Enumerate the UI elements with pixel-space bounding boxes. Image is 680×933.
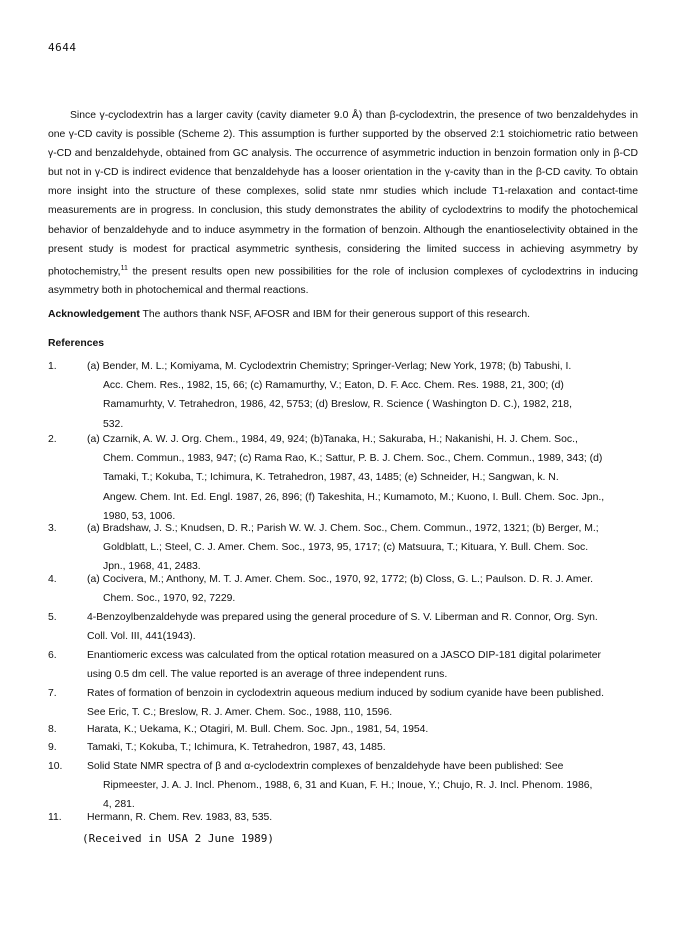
reference-number: 6.: [48, 650, 57, 661]
reference-line: Coll. Vol. III, 441(1943).: [87, 631, 196, 643]
acknowledgement-label: Acknowledgement: [48, 309, 140, 320]
reference-line: Solid State NMR spectra of β and α-cyclodextrin complexes of benzaldehyde have been published: See: [87, 761, 564, 772]
reference-line: Acc. Chem. Res., 1982, 15, 66; (c) Ramamurthy, V.; Eaton, D. F. Acc. Chem. Res. 1988, 21, 300; (d): [103, 380, 564, 392]
reference-line: (a) Bradshaw, J. S.; Knudsen, D. R.; Parish W. W. J. Chem. Soc., Chem. Commun., 1972, 1321; (b) Berger, M.;: [87, 523, 599, 534]
reference-line: Harata, K.; Uekama, K.; Otagiri, M. Bull. Chem. Soc. Jpn., 1981, 54, 1954.: [87, 724, 429, 735]
reference-item: [48, 570, 648, 608]
reference-line: Jpn., 1968, 41, 2483.: [103, 561, 201, 573]
reference-item: [48, 430, 648, 526]
reference-line: (a) Cocivera, M.; Anthony, M. T. J. Amer. Chem. Soc., 1970, 92, 1772; (b) Closs, G. L.; Paulson. D. R. J. Amer.: [87, 574, 594, 585]
reference-line: 1980, 53, 1006.: [103, 510, 176, 522]
acknowledgement-text: The authors thank NSF, AFOSR and IBM for their generous support of this research.: [139, 309, 531, 320]
reference-line: Hermann, R. Chem. Rev. 1983, 83, 535.: [87, 812, 273, 823]
reference-number: 10.: [48, 761, 63, 772]
paragraph-text-end: the present results open new possibilities for the role of inclusion complexes of cyclodextrins in inducing asymmetry both in photochemical and thermal reactions.: [48, 266, 638, 297]
reference-line: Goldblatt, L.; Steel, C. J. Amer. Chem. Soc., 1973, 95, 1717; (c) Matsuura, T.; Kituara, Y. Bull. Chem. Soc.: [103, 542, 589, 554]
reference-line: Chem. Soc., 1970, 92, 7229.: [103, 593, 236, 605]
reference-number: 4.: [48, 574, 57, 585]
reference-line: Chem. Commun., 1983, 947; (c) Rama Rao, K.; Sattur, P. B. J. Chem. Soc., Chem. Commun., 1989, 343; (d): [103, 453, 603, 465]
reference-number: 8.: [48, 724, 57, 735]
reference-line: (a) Bender, M. L.; Komiyama, M. Cyclodextrin Chemistry; Springer-Verlag; New York, 1978; (b) Tabushi, I.: [87, 361, 572, 372]
reference-number: 2.: [48, 434, 57, 445]
reference-item: [48, 608, 648, 646]
reference-line: Ripmeester, J. A. J. Incl. Phenom., 1988, 6, 31 and Kuan, F. H.; Inoue, Y.; Chujo, R. J. Incl. Phenom. 1986,: [103, 780, 593, 792]
reference-item: [48, 357, 648, 434]
reference-item: [48, 757, 648, 815]
reference-line: using 0.5 dm cell. The value reported is an average of three independent runs.: [87, 669, 448, 681]
page-number: 4644: [48, 41, 77, 54]
reference-number: 9.: [48, 742, 57, 753]
reference-number: 1.: [48, 361, 57, 372]
reference-line: Ramamurhty, V. Tetrahedron, 1986, 42, 5753; (d) Breslow, R. Science ( Washington D. C.), 1982, 218,: [103, 399, 572, 411]
reference-line: Rates of formation of benzoin in cyclodextrin aqueous medium induced by sodium cyanide have been published.: [87, 688, 604, 699]
reference-line: 4, 281.: [103, 799, 135, 811]
reference-item: [48, 684, 648, 722]
reference-number: 5.: [48, 612, 57, 623]
reference-item: [48, 646, 648, 684]
reference-item: [48, 519, 648, 577]
reference-item: [48, 808, 648, 827]
reference-line: Tamaki, T.; Kokuba, T.; Ichimura, K. Tetrahedron, 1987, 43, 1485.: [87, 742, 386, 753]
reference-line: (a) Czarnik, A. W. J. Org. Chem., 1984, 49, 924; (b)Tanaka, H.; Sakuraba, H.; Nakanishi, H. J. Chem. Soc.,: [87, 434, 578, 445]
reference-line: 4-Benzoylbenzaldehyde was prepared using the general procedure of S. V. Liberman and R. Connor, Org. Syn.: [87, 612, 598, 623]
paragraph-text: Since γ-cyclodextrin has a larger cavity (cavity diameter 9.0 Å) than β-cyclodextrin, the presence of two benzaldehydes in one γ-CD cavity is possible (Scheme 2). This assumption is further supported by the observed 2:1 stoichiometric ratio between γ-CD and benzaldehyde, obtained from GC analysis. The occurrence of asymmetric induction in benzoin formation only in β-CD but not in γ-CD is indirect evidence that benzaldehyde has a looser orientation in the γ-cavity than in the β-CD cavity. To obtain more insight into the structure of these complexes, solid state nmr studies which include T1-relaxation and contact-time measurements are in progress. In conclusion, this study demonstrates the ability of cyclodextrins to modify the photochemical behavior of benzaldehyde and to induce asymmetry in the formation of benzoin. Although the enantioselectivity obtained in the present study is modest for practical asymmetric synthesis, considering the limited success in achieving asymmetry by photochemistry,: [48, 110, 638, 278]
references-heading: References: [48, 338, 105, 349]
reference-line: Enantiomeric excess was calculated from the optical rotation measured on a JASCO DIP-181 digital polarimeter: [87, 650, 602, 661]
acknowledgement: [48, 305, 648, 324]
reference-line: Tamaki, T.; Kokuba, T.; Ichimura, K. Tetrahedron, 1987, 43, 1485; (e) Schneider, H.; Sangwan, k. N.: [103, 472, 559, 484]
reference-line: Angew. Chem. Int. Ed. Engl. 1987, 26, 896; (f) Takeshita, H.; Kumamoto, M.; Kuono, I. Bull. Chem. Soc. Jpn.,: [103, 491, 605, 503]
reference-number: 7.: [48, 688, 57, 699]
reference-item: [48, 738, 648, 757]
reference-number: 11.: [48, 812, 62, 823]
reference-line: 532.: [103, 418, 124, 430]
body-paragraph: [48, 106, 638, 300]
reference-line: See Eric, T. C.; Breslow, R. J. Amer. Chem. Soc., 1988, 110, 1596.: [87, 707, 393, 719]
reference-item: [48, 720, 648, 739]
footnote-marker: 11: [120, 264, 128, 272]
reference-number: 3.: [48, 523, 57, 534]
received-date: (Received in USA 2 June 1989): [82, 832, 275, 845]
